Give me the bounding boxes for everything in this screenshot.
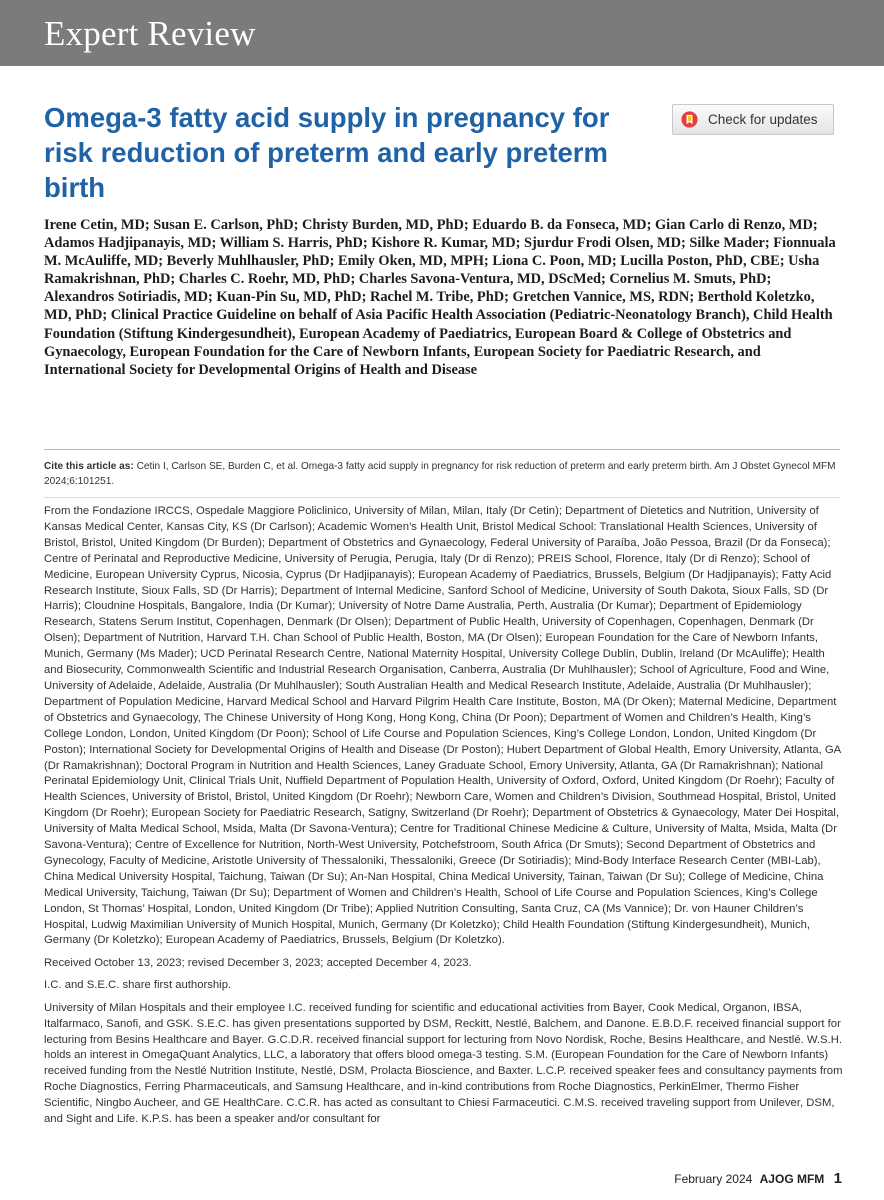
check-for-updates-label: Check for updates (708, 112, 818, 127)
disclosures: University of Milan Hospitals and their employee I.C. received funding for scientific and educational activities from Bayer, Cook Medical, Organon, IBSA, Italfarmaco, Sanofi, and GSK. S.E.C. has given presentations supported by DSM, Reckitt, Nestlé, Balchem, and Danone. E.B.D.F. received financial support for lecturing from Besins Healthcare and Bayer. G.C.D.R. received financial support for lecturing from Novo Nordisk, Roche, Besins Healthcare, and Nestlé. W.S.H. holds an interest in OmegaQuant Analytics, LLC, a laboratory that offers blood omega-3 testing. S.M. (European Foundation for the Care of Newborn Infants) received funding from the Nestlé Nutrition Institute, Nestlé, DSM, Prolacta Bioscience, and Baxter. L.C.P. received speaker fees and consultancy payments from Roche Diagnostics, Ferring Pharmaceuticals, and Samsung Healthcare, and in-kind contributions from Roche Diagnostics, PerkinElmer, Thermo Fisher Scientific, Ningbo Aucheer, and GE HealthCare. C.C.R. has acted as consultant to Chiesi Farmaceutici. C.M.S. received traveling support from Unilever, DSM, and Sight and Life. K.P.S. has been a speaker and/or consultant for (44, 1001, 843, 1126)
footer-date: February 2024 (674, 1172, 753, 1186)
divider (44, 497, 840, 498)
article-metadata (44, 504, 844, 1134)
affiliations: From the Fondazione IRCCS, Ospedale Maggiore Policlinico, University of Milan, Milan, Italy (Dr Cetin); Department of Dietetics and Nutrition, University of Kansas Medical Center, Kansas City, KS (Dr Carlson); Academic Women’s Health Unit, Bristol Medical School: Translational Health Sciences, University of Bristol, Bristol, United Kingdom (Dr Burden); Department of Obstetrics and Gynaecology, Federal University of Paraíba, João Pessoa, Brazil (Dr da Fonseca); Centre of Perinatal and Reproductive Medicine, University of Perugia, Perugia, Italy (Dr di Renzo); PREIS School, Florence, Italy (Dr di Renzo); School of Medicine, European University Cyprus, Nicosia, Cyprus (Dr Hadjipanayis); European Academy of Paediatrics, Brussels, Belgium (Dr Hadjipanayis); Fatty Acid Research Institute, Sioux Falls, SD (Dr Harris); Department of Internal Medicine, Sanford School of Medicine, University of South Dakota, Sioux Falls, SD (Dr Harris); Cloudnine Hospitals, Bangalore, India (Dr Kumar); University of Notre Dame Australia, Perth, Australia (Dr Kumar); Department of Epidemiology Research, Statens Serum Institut, Copenhagen, Denmark (Dr Olsen); Department of Public Health, University of Copenhagen, Copenhagen, Denmark (Dr Olsen); Department of Nutrition, Harvard T.H. Chan School of Public Health, Boston, MA (Dr Olsen); European Foundation for the Care of Newborn Infants, Munich, Germany (Ms Mader); UCD Perinatal Research Centre, National Maternity Hospital, University College Dublin, Dublin, Ireland (Dr McAuliffe); Health and Biosecurity, Commonwealth Scientific and Industrial Research Organisation, Canberra, Australia (Dr Muhlhausler); School of Agriculture, Food and Wine, University of Adelaide, Adelaide, Australia (Dr Muhlhausler); South Australian Health and Medical Research Institute, Adelaide, Australia (Dr Muhlhausler); Department of Population Medicine, Harvard Medical School and Harvard Pilgrim Health Care Institute, Boston, MA (Dr Oken); Maternal Medicine, Department of Obstetrics and Gynaecology, The Chinese University of Hong Kong, Hong Kong, China (Dr Poon); Department of Women and Children’s Health, King’s College London, London, United Kingdom (Dr Poon); School of Life Course and Population Sciences, King’s College London, London, United Kingdom (Dr Poston); International Society for Developmental Origins of Health and Disease (Dr Poston); Hubert Department of Global Health, Emory University, Atlanta, GA (Dr Ramakrishnan); Doctoral Program in Nutrition and Health Sciences, Laney Graduate School, Emory University, Atlanta, GA (Dr Ramakrishnan); National Perinatal Epidemiology Unit, Clinical Trials Unit, Nuffield Department of Population Health, University of Oxford, Oxford, United Kingdom (Dr Roehr); Faculty of Health Sciences, University of Bristol, Bristol, United Kingdom (Dr Roehr); Newborn Care, Women and Children’s Division, Southmead Hospital, Bristol, United Kingdom (Dr Roehr); European Society for Paediatric Research, Satigny, Switzerland (Dr Roehr); Department of Obstetrics & Gynaecology, Mater Dei Hospital, University of Malta Medical School, Msida, Malta (Dr Savona-Ventura); Centre for Traditional Chinese Medicine & Culture, University of Malta, Msida, Malta (Dr Savona-Ventura); Centre of Excellence for Nutrition, North-West University, Potchefstroom, South Africa (Dr Smuts); Second Department of Obstetrics and Gynecology, Faculty of Medicine, Aristotle University of Thessaloniki, Thessaloniki, Greece (Dr Sotiriadis); Mind-Body Interface Research Center (MBI-Lab), China Medical University Hospital, Taichung, Taiwan (Dr Su); An-Nan Hospital, China Medical University, Tainan, Taiwan (Dr Su); College of Medicine, China Medical University, Taichung, Taiwan (Dr Su); Department of Women and Children’s Health, School of Life Course and Population Sciences, King’s College London, St Thomas’ Hospital, London, United Kingdom (Dr Tribe); Applied Nutrition Consulting, Santa Cruz, CA (Ms Vannice); Dr. von Hauner Children’s Hospital, Ludwig Maximilian University of Munich Hospital, Munich, Germany (Dr Koletzko); Child Health Foundation (Stiftung Kindergesundheit), Munich, Germany (Dr Koletzko); European Academy of Paediatrics, Brussels, Belgium (Dr Koletzko). (44, 505, 841, 947)
check-for-updates-button[interactable] (672, 104, 834, 135)
received-dates: Received October 13, 2023; revised December 3, 2023; accepted December 4, 2023. (44, 956, 472, 969)
bookmark-ribbon-icon (681, 111, 698, 128)
section-banner (0, 0, 884, 66)
citation-label: Cite this article as: (44, 461, 134, 472)
author-list: Irene Cetin, MD; Susan E. Carlson, PhD; Christy Burden, MD, PhD; Eduardo B. da Fonseca, MD; Gian Carlo di Renzo, MD; Adamos Hadjipanayis, MD; William S. Harris, PhD; Kishore R. Kumar, MD; Sjurdur Frodi Olsen, MD; Silke Mader; Fionnuala M. McAuliffe, MD; Beverly Muhlhausler, PhD; Emily Oken, MD, MPH; Liona C. Poon, MD; Lucilla Poston, PhD, CBE; Usha Ramakrishnan, PhD; Charles C. Roehr, MD, PhD; Charles Savona-Ventura, MD, DScMed; Cornelius M. Smuts, PhD; Alexandros Sotiriadis, MD; Kuan-Pin Su, MD, PhD; Rachel M. Tribe, PhD; Gretchen Vannice, MS, RDN; Berthold Koletzko, MD, PhD; Clinical Practice Guideline on behalf of Asia Pacific Health Association (Pediatric-Neonatology Branch), Child Health Foundation (Stiftung Kindergesundheit), European Academy of Paediatrics, European Board & College of Obstetrics and Gynaecology, European Foundation for the Care of Newborn Infants, European Society for Paediatric Research, and International Society for Developmental Origins of Health and Disease (44, 217, 836, 378)
citation (44, 459, 844, 490)
citation-text: Cetin I, Carlson SE, Burden C, et al. Omega-3 fatty acid supply in pregnancy for risk reduction of preterm and early preterm birth. Am J Obstet Gynecol MFM 2024;6:101251. (44, 461, 836, 488)
footer-journal: AJOG MFM (759, 1172, 825, 1186)
divider (44, 449, 840, 450)
section-label: Expert Review (44, 14, 256, 53)
article-title: Omega-3 fatty acid supply in pregnancy for risk reduction of preterm and early preterm birth (44, 102, 610, 203)
authorship-note: I.C. and S.E.C. share first authorship. (44, 979, 232, 992)
page-number: 1 (833, 1170, 842, 1187)
page-footer (674, 1170, 842, 1187)
